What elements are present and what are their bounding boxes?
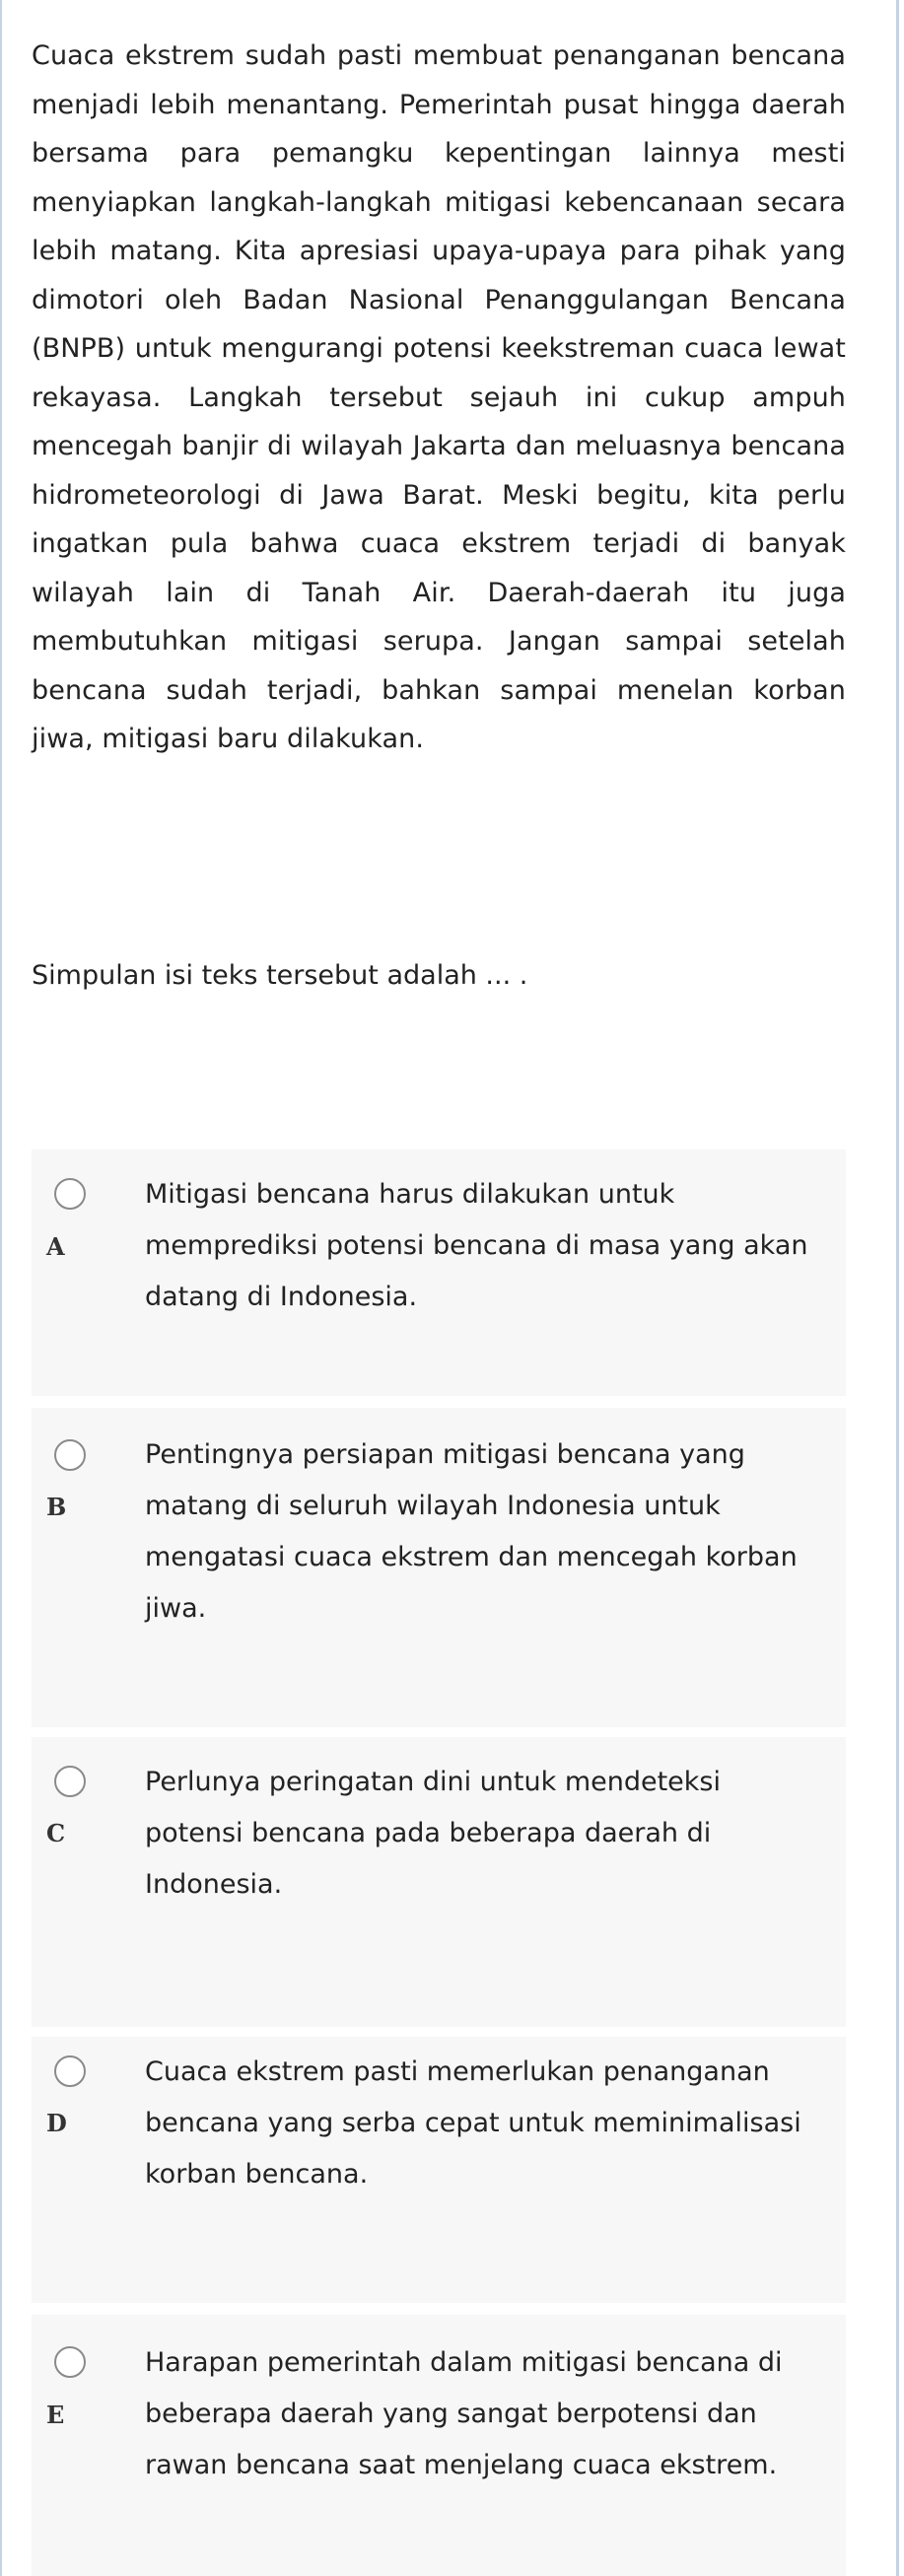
answer-option-e[interactable] [32, 2315, 846, 2576]
reading-passage: Cuaca ekstrem sudah pasti membuat penanganan bencana menjadi lebih menantang. Pemerintah pusat hingga daerah bersama para pemangku kepentingan lainnya mesti menyiapkan langkah-langkah mitigasi kebencanaan secara lebih matang. Kita apresiasi upaya-upaya para pihak yang dimotori oleh Badan Nasional Penanggulangan Bencana (BNPB) untuk mengurangi potensi keekstreman cuaca lewat rekayasa. Langkah tersebut sejauh ini cukup ampuh mencegah banjir di wilayah Jakarta dan meluasnya bencana hidrometeorologi di Jawa Barat. Meski begitu, kita perlu ingatkan pula bahwa cuaca ekstrem terjadi di banyak wilayah lain di Tanah Air. Daerah-daerah itu juga membutuhkan mitigasi serupa. Jangan sampai setelah bencana sudah terjadi, bahkan sampai menelan korban jiwa, mitigasi baru dilakukan. [32, 40, 846, 754]
answer-option-b[interactable] [32, 1408, 846, 1727]
option-text-b: Pentingnya persiapan mitigasi bencana yang matang di seluruh wilayah Indonesia untuk mengatasi cuaca ekstrem dan mencegah korban jiwa. [145, 1439, 798, 1624]
radio-button-a[interactable] [54, 1178, 86, 1210]
answer-option-c[interactable] [32, 1737, 846, 2027]
answer-option-a[interactable] [32, 1149, 846, 1396]
option-text-c: Perlunya peringatan dini untuk mendeteksi potensi bencana pada beberapa daerah di Indonesia. [145, 1767, 721, 1900]
option-letter-d: D [46, 2109, 67, 2137]
radio-button-b[interactable] [54, 1439, 86, 1471]
option-text-a: Mitigasi bencana harus dilakukan untuk memprediksi potensi bencana di masa yang akan datang di Indonesia. [145, 1179, 808, 1312]
radio-button-c[interactable] [54, 1766, 86, 1797]
option-letter-c: C [46, 1819, 66, 1847]
radio-button-d[interactable] [54, 2055, 86, 2087]
answer-option-d[interactable] [32, 2037, 846, 2303]
option-text-d: Cuaca ekstrem pasti memerlukan penanganan bencana yang serba cepat untuk meminimalisasi korban bencana. [145, 2056, 801, 2190]
option-letter-b: B [46, 1493, 67, 1521]
radio-button-e[interactable] [54, 2346, 86, 2378]
option-letter-e: E [46, 2401, 65, 2429]
question-prompt: Simpulan isi teks tersebut adalah ... . [32, 960, 528, 991]
option-letter-a: A [46, 1232, 65, 1261]
option-text-e: Harapan pemerintah dalam mitigasi bencana di beberapa daerah yang sangat berpotensi dan rawan bencana saat menjelang cuaca ekstrem. [145, 2347, 783, 2480]
